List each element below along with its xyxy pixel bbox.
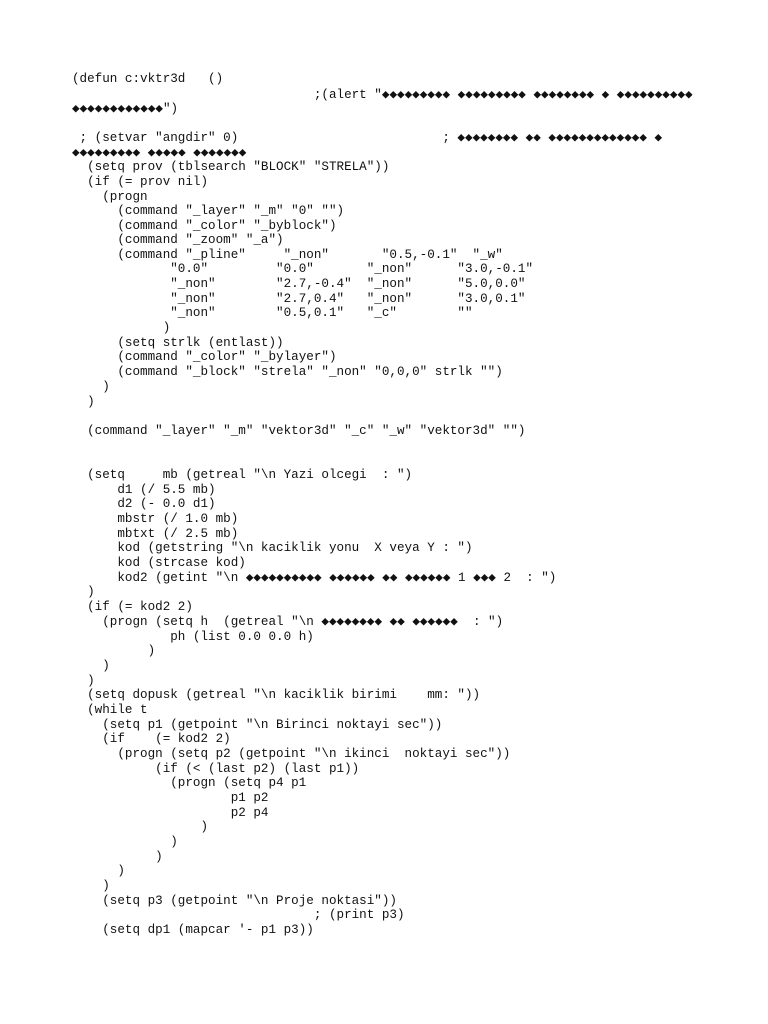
code-line: ) [72, 835, 178, 849]
code-line: ) [72, 380, 110, 394]
code-line: ) [72, 395, 95, 409]
code-line: (progn (setq p2 (getpoint "\n ikinci noktayi sec")) [72, 747, 511, 761]
code-line: ) [72, 674, 95, 688]
code-line: ph (list 0.0 0.0 h) [72, 630, 314, 644]
code-line: (progn (setq h (getreal "\n ◆◆◆◆◆◆◆◆ ◆◆ ◆◆◆◆◆◆ : ") [72, 615, 504, 629]
code-line: (if (= kod2 2) [72, 600, 193, 614]
code-line: ) [72, 864, 125, 878]
code-line: ) [72, 850, 163, 864]
code-line: (command "_color" "_byblock") [72, 219, 337, 233]
code-line: "_non" "2.7,0.4" "_non" "3.0,0.1" [72, 292, 526, 306]
code-line: mbstr (/ 1.0 mb) [72, 512, 239, 526]
code-line: ) [72, 644, 156, 658]
code-line: kod (getstring "\n kaciklik yonu X veya Y : ") [72, 541, 473, 555]
code-line: (if (= prov nil) [72, 175, 209, 189]
code-line: (command "_layer" "_m" "0" "") [72, 204, 345, 218]
code-line: kod2 (getint "\n ◆◆◆◆◆◆◆◆◆◆ ◆◆◆◆◆◆ ◆◆ ◆◆◆◆◆◆ 1 ◆◆◆ 2 : ") [72, 571, 557, 585]
code-line: ; (setvar "angdir" 0) ; ◆◆◆◆◆◆◆◆ ◆◆ ◆◆◆◆◆◆◆◆◆◆◆◆◆ ◆ [72, 131, 663, 145]
code-line: ) [72, 321, 171, 335]
code-line: (command "_color" "_bylayer") [72, 350, 337, 364]
code-line: "_non" "2.7,-0.4" "_non" "5.0,0.0" [72, 277, 526, 291]
code-line: (command "_block" "strela" "_non" "0,0,0" strlk "") [72, 365, 503, 379]
code-line: d2 (- 0.0 d1) [72, 497, 216, 511]
code-line: (setq prov (tblsearch "BLOCK" "STRELA")) [72, 160, 390, 174]
code-line: (command "_zoom" "_a") [72, 233, 284, 247]
code-line: (setq dopusk (getreal "\n kaciklik birimi mm: ")) [72, 688, 481, 702]
code-line: ) [72, 585, 95, 599]
code-line: ◆◆◆◆◆◆◆◆◆◆◆◆") [72, 102, 179, 116]
code-line: (progn [72, 190, 148, 204]
code-line: mbtxt (/ 2.5 mb) [72, 527, 239, 541]
code-line: kod (strcase kod) [72, 556, 246, 570]
code-line: p1 p2 [72, 791, 269, 805]
code-line: (setq strlk (entlast)) [72, 336, 284, 350]
code-line: p2 p4 [72, 806, 269, 820]
code-line: (command "_pline" "_non" "0.5,-0.1" "_w" [72, 248, 503, 262]
code-line: d1 (/ 5.5 mb) [72, 483, 216, 497]
code-line: (if (< (last p2) (last p1)) [72, 762, 360, 776]
code-line: (command "_layer" "_m" "vektor3d" "_c" "_w" "vektor3d" "") [72, 424, 526, 438]
code-line: ;(alert "◆◆◆◆◆◆◆◆◆ ◆◆◆◆◆◆◆◆◆ ◆◆◆◆◆◆◆◆ ◆ ◆◆◆◆◆◆◆◆◆◆ [72, 88, 693, 102]
code-line: (setq p1 (getpoint "\n Birinci noktayi sec")) [72, 718, 443, 732]
code-line: (setq mb (getreal "\n Yazi olcegi : ") [72, 468, 413, 482]
code-line: ) [72, 879, 110, 893]
code-line: "0.0" "0.0" "_non" "3.0,-0.1" [72, 262, 534, 276]
code-line: "_non" "0.5,0.1" "_c" "" [72, 306, 473, 320]
code-line: ) [72, 659, 110, 673]
code-line: ◆◆◆◆◆◆◆◆◆ ◆◆◆◆◆ ◆◆◆◆◆◆◆ [72, 146, 247, 160]
code-line: (setq p3 (getpoint "\n Proje noktasi")) [72, 894, 397, 908]
code-line: (while t [72, 703, 148, 717]
code-line: (progn (setq p4 p1 [72, 776, 307, 790]
code-line: (setq dp1 (mapcar '- p1 p3)) [72, 923, 314, 937]
code-line: ) [72, 820, 209, 834]
code-line: (defun c:vktr3d () [72, 72, 224, 86]
code-line: (if (= kod2 2) [72, 732, 231, 746]
code-line: ; (print p3) [72, 908, 405, 922]
